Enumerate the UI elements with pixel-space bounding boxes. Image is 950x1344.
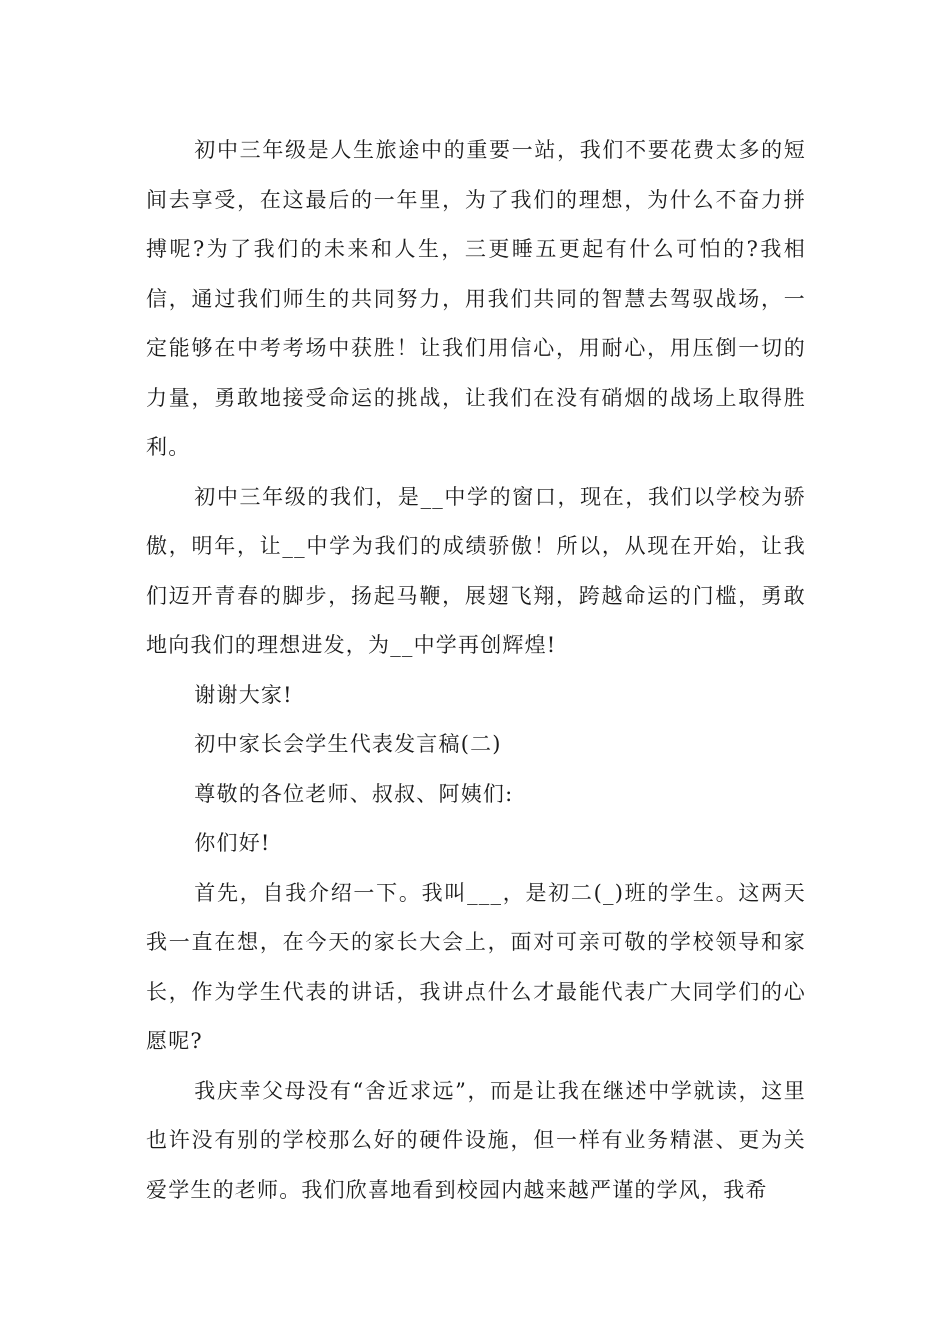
section-title: 初中家长会学生代表发言稿(二) xyxy=(194,732,502,756)
paragraph-self-introduction: 首先，自我介绍一下。我叫___，是初二(_)班的学生。这两天我一直在想，在今天的家长大会上，面对可亲可敬的学校领导和家长，作为学生代表的讲话，我讲点什么才最能代表广大同学们的心愿呢? xyxy=(146,880,806,1053)
paragraph-grade-three-importance: 初中三年级是人生旅途中的重要一站，我们不要花费太多的短间去享受，在这最后的一年里，为了我们的理想，为什么不奋力拼搏呢?为了我们的未来和人生，三更睡五更起有什么可怕的?我相信，通过我们师生的共同努力，用我们共同的智慧去驾驭战场，一定能够在中考考场中获胜！让我们用信心，用耐心，用压倒一切的力量，勇敢地接受命运的挑战，让我们在没有硝烟的战场上取得胜利。 xyxy=(146,138,806,459)
paragraph-salutation: 尊敬的各位老师、叔叔、阿姨们: xyxy=(194,781,514,806)
paragraph-school-choice: 我庆幸父母没有“舍近求远”，而是让我在继述中学就读，这里也许没有别的学校那么好的硬件设施，但一样有业务精湛、更为关爱学生的老师。我们欣喜地看到校园内越来越严谨的学风，我希 xyxy=(146,1078,806,1202)
document-body xyxy=(146,126,806,1215)
paragraph-greeting: 你们好! xyxy=(194,831,271,855)
paragraph-school-window: 初中三年级的我们，是__中学的窗口，现在，我们以学校为骄傲，明年，让__中学为我们的成绩骄傲！所以，从现在开始，让我们迈开青春的脚步，扬起马鞭，展翅飞翔，跨越命运的门槛，勇敢地向我们的理想进发，为__中学再创辉煌! xyxy=(146,484,806,657)
paragraph-thanks: 谢谢大家! xyxy=(194,682,293,707)
